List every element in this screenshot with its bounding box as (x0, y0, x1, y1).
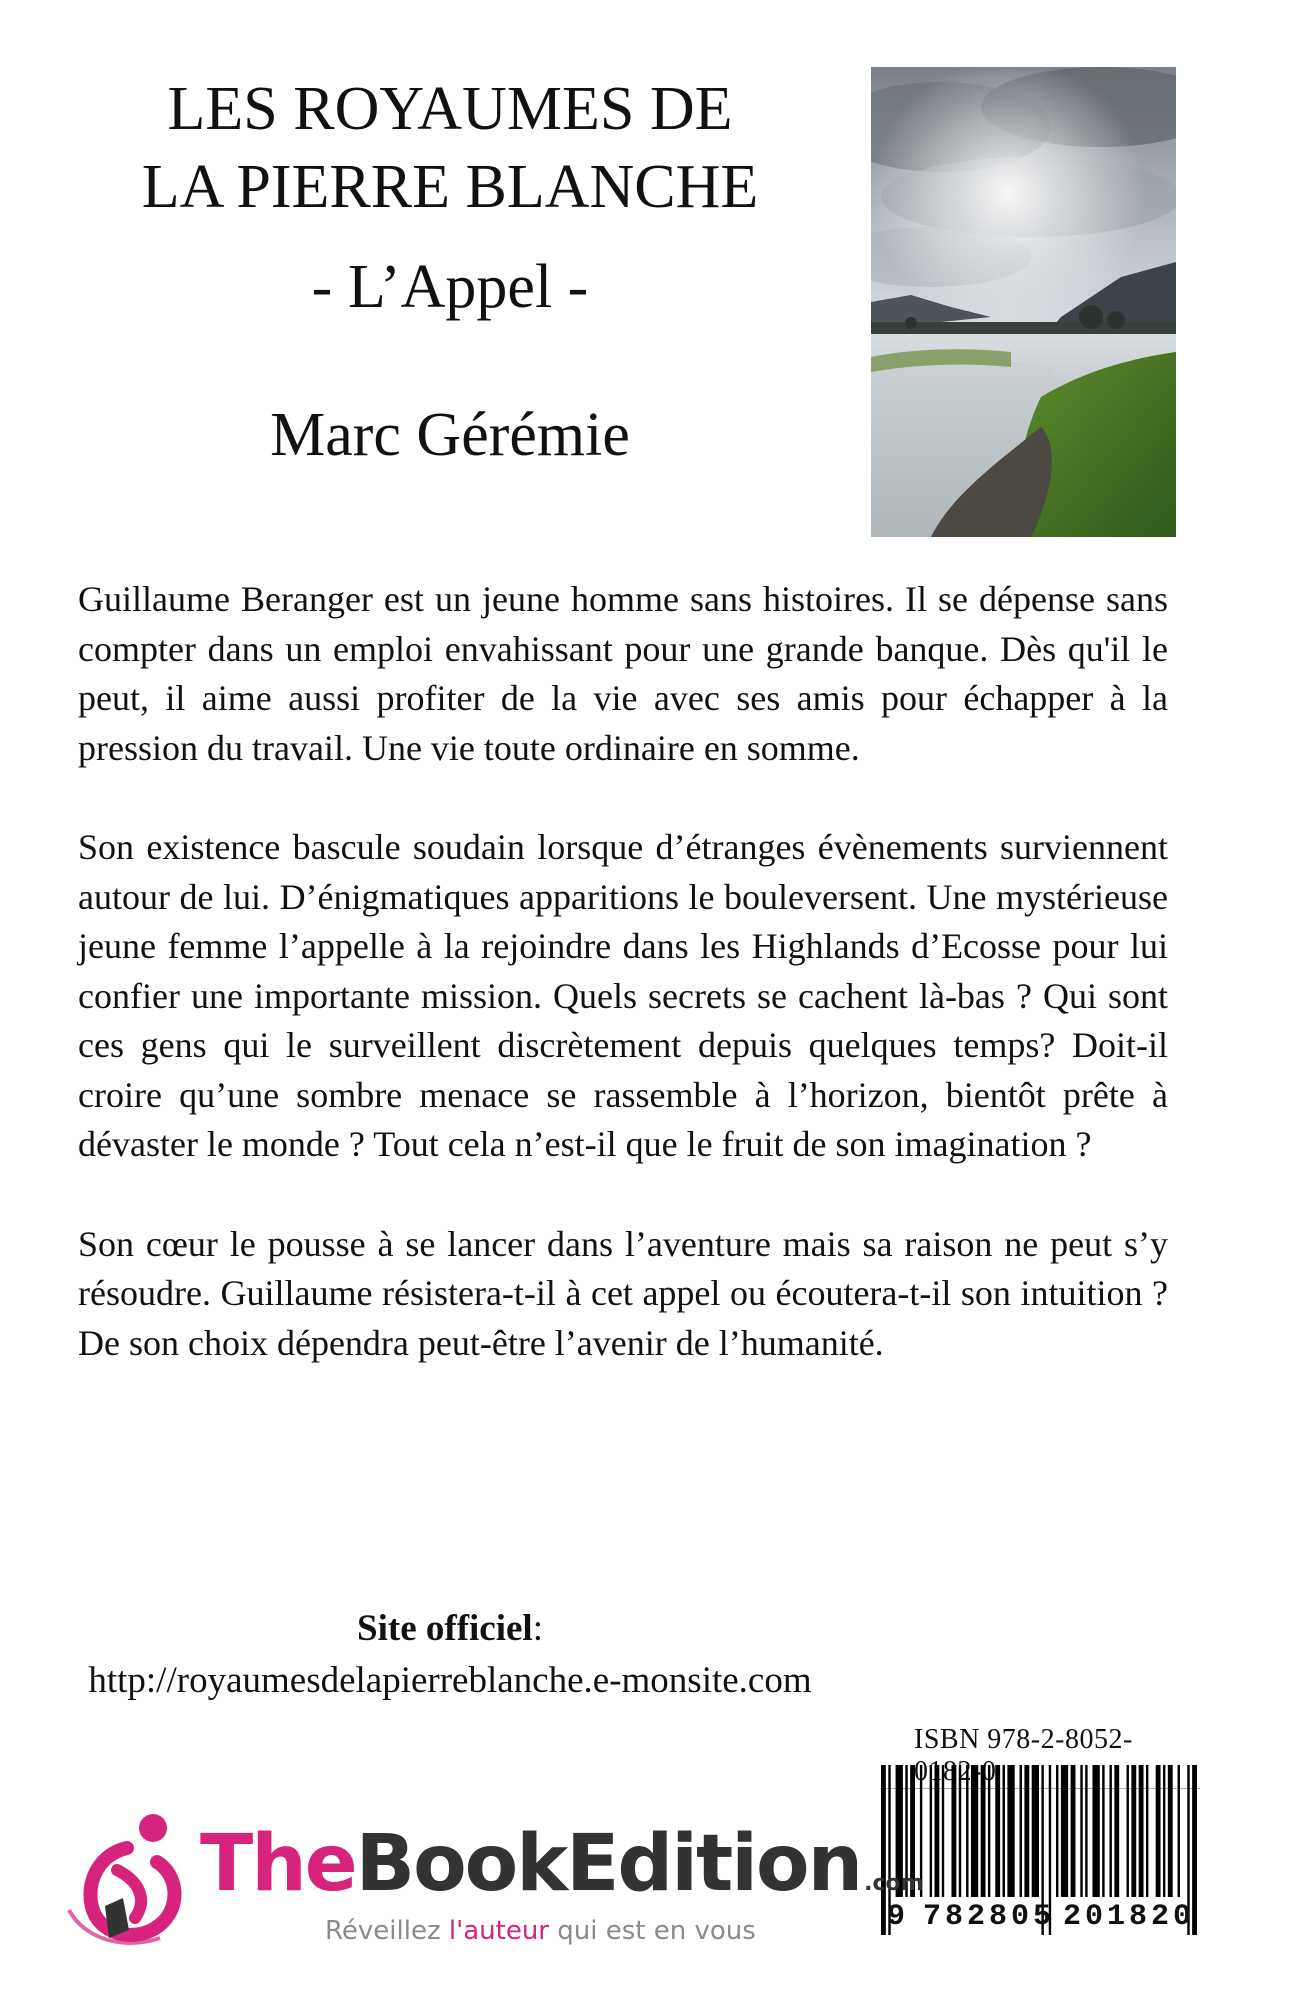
book-author: Marc Gérémie (270, 401, 630, 469)
publisher-name-bookedition: BookEdition (355, 1819, 862, 1909)
publisher-domain: .com (864, 1871, 924, 1896)
barcode-bar (951, 1765, 956, 1897)
landscape-photo (871, 67, 1176, 537)
barcode-bar (934, 1765, 939, 1897)
barcode-bar (1071, 1765, 1076, 1897)
highland-loch-landscape-photo-icon (871, 67, 1176, 537)
barcode-bar (988, 1765, 990, 1897)
barcode-digit: 1 (1107, 1900, 1126, 1934)
tagline-accent: l'auteur (448, 1916, 549, 1946)
site-label-colon: : (532, 1608, 543, 1649)
barcode-bar (930, 1765, 932, 1897)
publisher-name-the: The (200, 1819, 356, 1909)
barcode-bar (1139, 1765, 1144, 1897)
title-block (60, 70, 840, 474)
barcode-digit: 8 (945, 1900, 964, 1934)
barcode-bar (1080, 1765, 1082, 1897)
barcode-bar (1156, 1765, 1161, 1897)
barcode-digit: 2 (1063, 1900, 1082, 1934)
barcode-digit: 0 (1085, 1900, 1104, 1934)
publisher-tagline (325, 1916, 756, 1946)
barcode-bar (1131, 1765, 1136, 1897)
site-url-link[interactable]: http://royaumesdelapierreblanche.e-monsite.com (88, 1660, 812, 1701)
barcode-bar (1020, 1765, 1022, 1897)
barcode-bar (1102, 1765, 1104, 1897)
book-title-line-1: LES ROYAUMES DE (167, 75, 733, 143)
barcode-digit: 5 (1033, 1900, 1052, 1934)
publisher-name (200, 1819, 924, 1924)
barcode-bar (1109, 1765, 1111, 1897)
barcode-bar (1007, 1765, 1014, 1897)
barcode-bar (1146, 1765, 1148, 1897)
book-title-line-2: LA PIERRE BLANCHE (141, 153, 759, 221)
official-site (60, 1603, 840, 1707)
blurb-paragraph-1: Guillaume Beranger est un jeune homme sans histoires. Il se dépense sans compter dans un emploi envahissant pour une grande banque. Dès qu'il le peut, il aime aussi profiter de la vie avec ses amis pour échapper à la pression du travail. Une vie toute ordinaire en somme. (78, 579, 1168, 768)
barcode-bar (971, 1765, 978, 1897)
barcode-bar (1127, 1765, 1129, 1897)
barcode-digit: 0 (1173, 1900, 1192, 1934)
blurb-paragraph-2: Son existence bascule soudain lorsque d’étranges évènements surviennent autour de lui. D’énigmatiques apparitions le bouleversent. Une mystérieuse jeune femme l’appelle à la rejoindre dans les Highlands d’Ecosse pour lui confier une importante mission. Quels secrets se cachent là-bas ? Qui sont ces gens qui le surveillent discrètement depuis quelques temps? Doit-il croire qu’une sombre menace se rassemble à l’horizon, bientôt prête à dévaster le monde ? Tout cela n’est-il que le fruit de son imagination ? (78, 827, 1168, 1164)
publisher-logo[interactable] (65, 1810, 924, 1960)
barcode-digit: 8 (989, 1900, 1008, 1934)
barcode-bar (959, 1765, 961, 1897)
barcode-bar (1032, 1765, 1039, 1897)
barcode-bar (1003, 1765, 1005, 1897)
barcode-bar (1163, 1765, 1165, 1897)
isbn-number: ISBN 978-2-8052-0182-0 (880, 1724, 1200, 1789)
barcode-bar (1056, 1765, 1058, 1897)
book-subtitle: - L’Appel - (311, 253, 589, 321)
barcode-bar (1024, 1765, 1029, 1897)
barcode-bar (995, 1765, 1000, 1897)
barcode-digit: 9 (887, 1900, 906, 1934)
barcode-bar (1114, 1765, 1119, 1897)
barcode-digit: 2 (967, 1900, 986, 1934)
tagline-end: qui est en vous (549, 1916, 756, 1946)
barcode-digits (887, 1902, 1197, 1932)
barcode-bar (942, 1765, 944, 1897)
thebookedition-figure-icon (65, 1810, 195, 1950)
barcode-bar (1085, 1765, 1087, 1897)
barcode-digit: 8 (1129, 1900, 1148, 1934)
barcode-bar (981, 1765, 986, 1897)
back-cover-blurb (78, 575, 1168, 1418)
barcode-bar (1168, 1765, 1173, 1897)
barcode-digit: 2 (1151, 1900, 1170, 1934)
barcode-bar (1061, 1765, 1068, 1897)
barcode-bar (1092, 1765, 1099, 1897)
barcode-digit: 7 (923, 1900, 942, 1934)
barcode-digit: 0 (1011, 1900, 1030, 1934)
barcode-bar (1178, 1765, 1180, 1897)
site-label: Site officiel (357, 1608, 533, 1649)
barcode-bar (966, 1765, 968, 1897)
blurb-paragraph-3: Son cœur le pousse à se lancer dans l’aventure mais sa raison ne peut s’y résoudre. Guillaume résistera-t-il à cet appel ou écoutera-t-il son intuition ? De son choix dépendra peut-être l’avenir de l’humanité. (78, 1223, 1168, 1363)
tagline-start: Réveillez (325, 1916, 449, 1946)
